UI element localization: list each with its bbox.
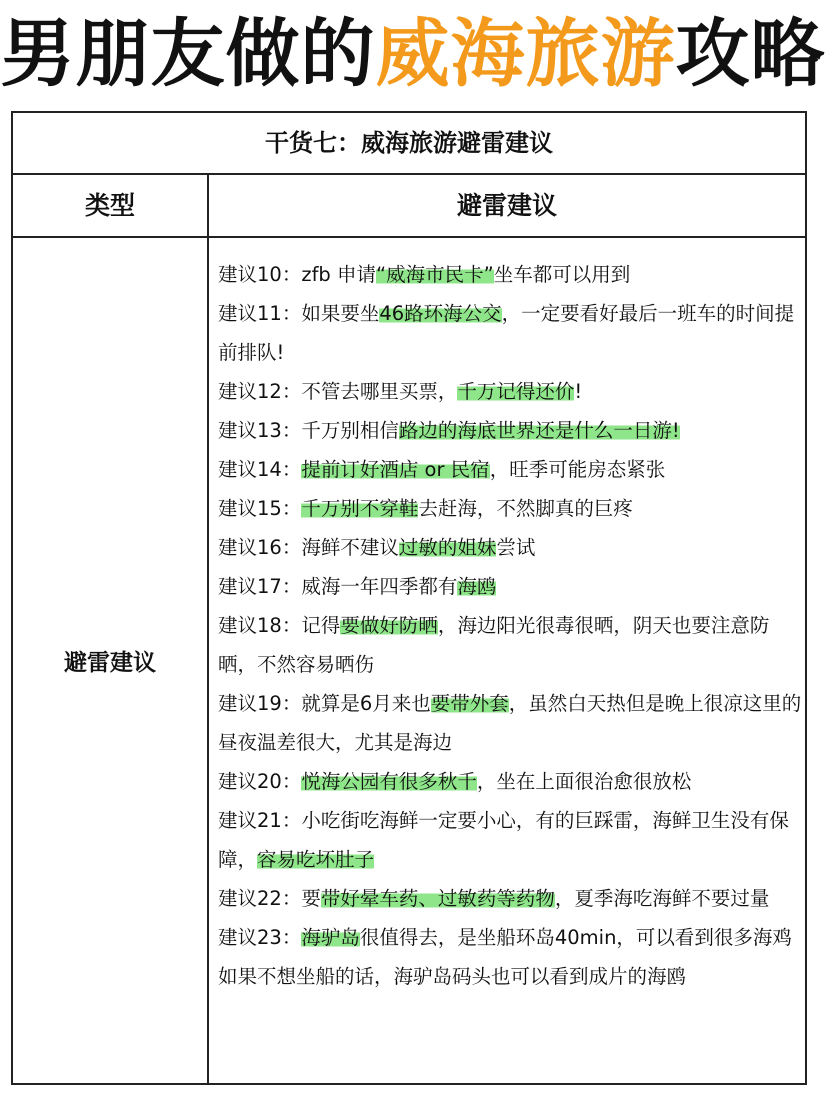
advice-item (218, 918, 802, 996)
advice-table (11, 111, 807, 1085)
advice-item-label: 建议14： (218, 458, 302, 481)
highlighted-text: 海驴岛 (301, 926, 360, 949)
title-suffix: 攻略 (675, 11, 826, 97)
title-accent: 威海旅游 (375, 11, 676, 97)
advice-text: 不管去哪里买票， (301, 380, 458, 403)
advice-item-label: 建议19： (218, 692, 302, 715)
advice-item (218, 450, 802, 489)
highlighted-text: 容易吃坏肚子 (257, 848, 375, 871)
column-header-advice: 避雷建议 (456, 191, 557, 220)
advice-text: 尝试 (496, 536, 536, 559)
advice-item (218, 567, 802, 606)
highlighted-text: 要做好防晒 (340, 614, 438, 637)
highlighted-text: 要带外套 (430, 692, 509, 715)
advice-text: 记得 (301, 614, 341, 637)
highlighted-text: 46路环海公交 (379, 302, 502, 325)
advice-text: 小吃街吃海鲜一定要小心，有的巨踩雷，海鲜卫生没有保障， (218, 809, 789, 871)
advice-item (218, 762, 802, 801)
advice-item-label: 建议22： (218, 887, 302, 910)
advice-text: 就算是6月来也 (301, 692, 431, 715)
highlighted-text: 海鸥 (457, 575, 497, 598)
highlighted-text: 提前订好酒店 or 民宿 (301, 458, 490, 481)
advice-text: zfb 申请 (301, 263, 377, 286)
highlighted-text: 带好晕车药、过敏药等药物 (320, 887, 555, 910)
advice-text: ，虽然白天热但是晚上很凉这里的昼夜温差很大，尤其是海边 (218, 692, 802, 754)
advice-text: 很值得去，是坐船环岛40min，可以看到很多海鸡如果不想坐船的话，海驴岛码头也可以看到成片的海鸥 (218, 926, 792, 988)
advice-list (218, 255, 802, 996)
highlighted-text: 过敏的姐妹 (398, 536, 497, 559)
advice-item (218, 372, 802, 411)
advice-item-label: 建议15： (218, 497, 302, 520)
advice-item-label: 建议16： (218, 536, 302, 559)
advice-item-label: 建议12： (218, 380, 302, 403)
advice-text: ! (574, 380, 583, 403)
advice-item-label: 建议11： (218, 302, 302, 325)
advice-text: ，一定要看好最后一班车的时间提前排队! (218, 302, 795, 364)
advice-text: ，海边阳光很毒很晒，阴天也要注意防晒，不然容易晒伤 (218, 614, 770, 676)
advice-item-label: 建议18： (218, 614, 302, 637)
highlighted-text: 千万别不穿鞋 (301, 497, 419, 520)
advice-item-label: 建议13： (218, 419, 302, 442)
column-header-type: 类型 (84, 191, 135, 220)
advice-item (218, 684, 802, 762)
advice-item-label: 建议10： (218, 263, 302, 286)
advice-text: 坐车都可以用到 (493, 263, 631, 286)
advice-text: 去赶海，不然脚真的巨疼 (418, 497, 633, 520)
highlighted-text: “威海市民卡” (376, 263, 494, 286)
page-title (0, 6, 826, 102)
advice-item (218, 528, 802, 567)
advice-item (218, 801, 802, 879)
advice-item (218, 489, 802, 528)
advice-text: ，坐在上面很治愈很放松 (476, 770, 692, 793)
advice-text: ，旺季可能房态紧张 (489, 458, 666, 481)
advice-item (218, 411, 802, 450)
advice-text: 要 (301, 887, 321, 910)
highlighted-text: 路边的海底世界还是什么一日游! (398, 419, 680, 442)
advice-text: 威海一年四季都有 (301, 575, 458, 598)
row-type-cell: 避雷建议 (64, 650, 156, 676)
highlighted-text: 千万记得还价 (457, 380, 575, 403)
column-divider (207, 175, 209, 1083)
advice-text: 如果要坐 (301, 302, 380, 325)
advice-item (218, 879, 802, 918)
table-caption: 干货七：威海旅游避雷建议 (13, 113, 805, 175)
advice-item-label: 建议21： (218, 809, 302, 832)
advice-item-label: 建议23： (218, 926, 302, 949)
advice-item (218, 294, 802, 372)
advice-text: ，夏季海吃海鲜不要过量 (554, 887, 770, 910)
highlighted-text: 悦海公园有很多秋千 (301, 770, 477, 793)
title-prefix: 男朋友做的 (0, 11, 376, 97)
advice-item (218, 255, 802, 294)
advice-text: 千万别相信 (301, 419, 399, 442)
table-header-row (13, 175, 805, 238)
advice-item-label: 建议20： (218, 770, 302, 793)
advice-item (218, 606, 802, 684)
advice-text: 海鲜不建议 (301, 536, 399, 559)
advice-item-label: 建议17： (218, 575, 302, 598)
